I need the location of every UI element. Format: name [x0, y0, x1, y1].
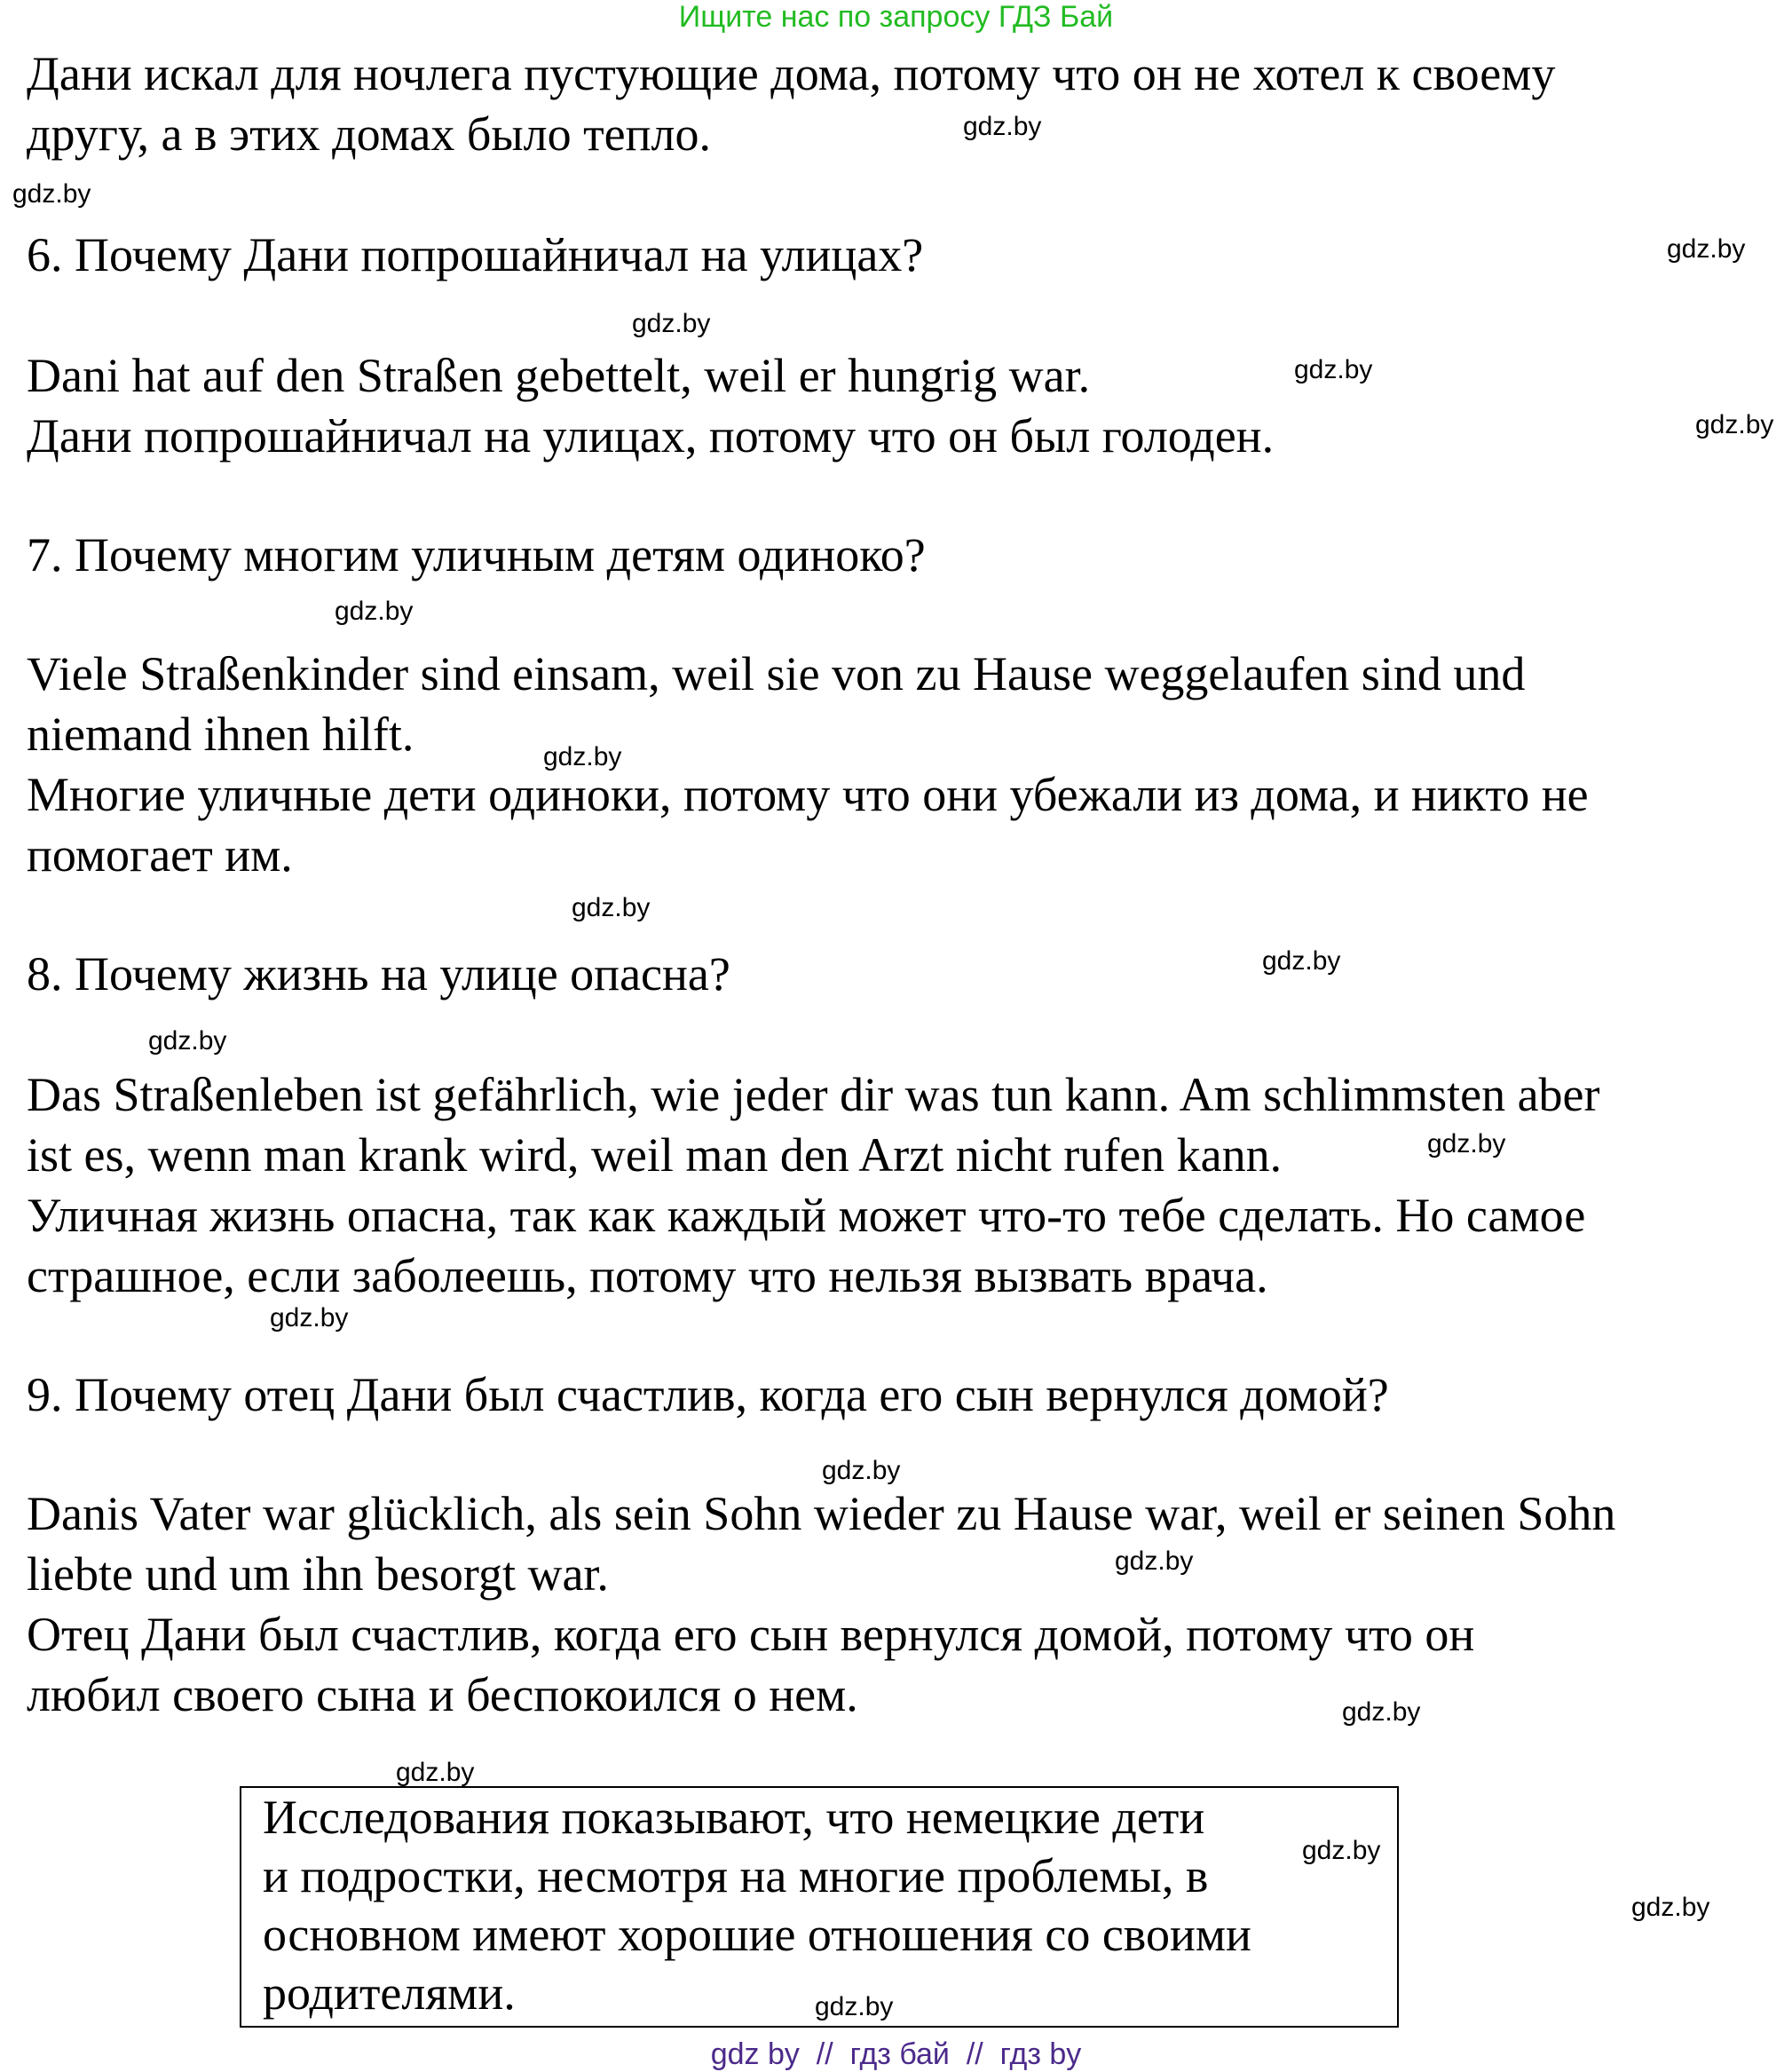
answer-8-de-cont: ist es, wenn man krank wird, weil man den Arzt nicht rufen kann.: [27, 1128, 1283, 1182]
watermark: gdz.by: [815, 1992, 894, 2021]
watermark: gdz.by: [543, 742, 622, 771]
answer-9-ru-cont: любил своего сына и беспокоился о нем.: [27, 1668, 858, 1721]
answer-8-de: Das Straßenleben ist gefährlich, wie jeder dir was tun kann. Am schlimmsten aber: [27, 1068, 1600, 1121]
watermark: gdz.by: [1342, 1697, 1421, 1727]
answer-9-de: Danis Vater war glücklich, als sein Sohn wieder zu Hause war, weil er seinen Sohn: [27, 1487, 1616, 1540]
watermark: gdz.by: [270, 1303, 349, 1333]
search-hint-link[interactable]: Ищите нас по запросу ГДЗ Бай: [678, 0, 1114, 34]
answer-8-ru-cont: страшное, если заболеешь, потому что нельзя вызвать врача.: [27, 1249, 1268, 1302]
answer-9-de-cont: liebte und um ihn besorgt war.: [27, 1547, 609, 1601]
watermark: gdz.by: [1667, 234, 1746, 264]
answer-7-ru: Многие уличные дети одиноки, потому что они убежали из дома, и никто не: [27, 768, 1589, 821]
info-box-line: Исследования показывают, что немецкие дети: [263, 1791, 1205, 1844]
watermark: gdz.by: [572, 893, 651, 922]
watermark: gdz.by: [822, 1456, 901, 1485]
answer-7-de-cont: niemand ihnen hilft.: [27, 708, 414, 761]
watermark: gdz.by: [335, 597, 414, 626]
info-box-line: родителями.: [263, 1966, 516, 2020]
watermark: gdz.by: [1115, 1546, 1194, 1576]
info-box-line: и подростки, несмотря на многие проблемы, в: [263, 1849, 1209, 1902]
watermark: gdz.by: [1302, 1836, 1381, 1865]
watermark: gdz.by: [1631, 1893, 1710, 1922]
watermark: gdz.by: [1262, 946, 1341, 976]
footer-links[interactable]: gdz by // гдз бай // гдз by: [710, 2037, 1082, 2071]
question-7: 7. Почему многим уличным детям одиноко?: [27, 528, 926, 581]
watermark: gdz.by: [1294, 355, 1373, 384]
answer-6-de: Dani hat auf den Straßen gebettelt, weil er hungrig war.: [27, 349, 1091, 402]
text-line: другу, а в этих домах было тепло.: [27, 107, 711, 161]
info-box-line: основном имеют хорошие отношения со своими: [263, 1908, 1251, 1961]
watermark: gdz.by: [632, 309, 711, 338]
answer-9-ru: Отец Дани был счастлив, когда его сын вернулся домой, потому что он: [27, 1608, 1475, 1661]
question-9: 9. Почему отец Дани был счастлив, когда его сын вернулся домой?: [27, 1368, 1389, 1421]
answer-7-de: Viele Straßenkinder sind einsam, weil sie von zu Hause weggelaufen sind und: [27, 647, 1526, 700]
answer-7-ru-cont: помогает им.: [27, 828, 293, 882]
text-line: Дани искал для ночлега пустующие дома, потому что он не хотел к своему: [27, 47, 1556, 100]
question-6: 6. Почему Дани попрошайничал на улицах?: [27, 228, 924, 281]
watermark: gdz.by: [396, 1758, 475, 1787]
watermark: gdz.by: [963, 112, 1042, 141]
answer-8-ru: Уличная жизнь опасна, так как каждый может что-то тебе сделать. Но самое: [27, 1189, 1586, 1242]
question-8: 8. Почему жизнь на улице опасна?: [27, 947, 730, 1000]
watermark: gdz.by: [12, 179, 91, 209]
watermark: gdz.by: [148, 1026, 227, 1056]
watermark: gdz.by: [1427, 1129, 1506, 1159]
watermark: gdz.by: [1695, 410, 1774, 439]
answer-6-ru: Дани попрошайничал на улицах, потому что он был голоден.: [27, 409, 1275, 463]
